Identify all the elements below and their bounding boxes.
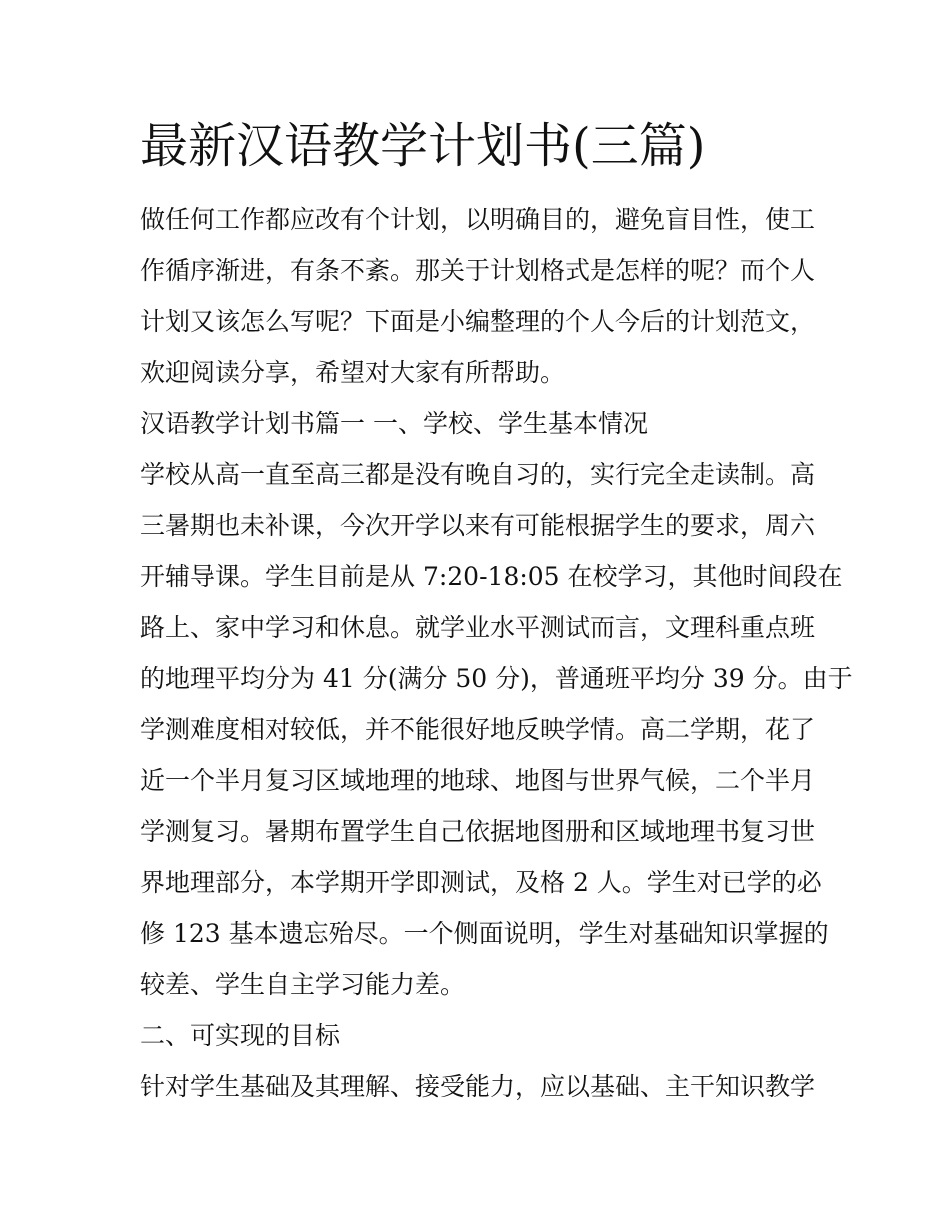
paragraph-line: 的地理平均分为 41 分(满分 50 分)，普通班平均分 39 分。由于 xyxy=(140,664,853,693)
paragraph-line: 近一个半月复习区域地理的地球、地图与世界气候，二个半月 xyxy=(140,766,816,795)
paragraph-line: 修 123 基本遗忘殆尽。一个侧面说明，学生对基础知识掌握的 xyxy=(140,919,829,948)
paragraph-line: 三暑期也未补课，今次开学以来有可能根据学生的要求，周六 xyxy=(140,511,816,540)
paragraph-line: 界地理部分，本学期开学即测试，及格 2 人。学生对已学的必 xyxy=(140,868,822,897)
paragraph-line: 开辅导课。学生目前是从 7:20-18:05 在校学习，其他时间段在 xyxy=(140,562,843,591)
page-title: 最新汉语教学计划书(三篇) xyxy=(140,118,706,174)
paragraph-line: 计划又该怎么写呢？下面是小编整理的个人今后的计划范文， xyxy=(140,307,816,336)
paragraph-line: 针对学生基础及其理解、接受能力，应以基础、主干知识教学 xyxy=(140,1072,816,1101)
paragraph-line: 欢迎阅读分享，希望对大家有所帮助。 xyxy=(140,358,566,387)
paragraph-line: 学测复习。暑期布置学生自己依据地图册和区域地理书复习世 xyxy=(140,817,816,846)
section-heading: 汉语教学计划书篇一 一、学校、学生基本情况 xyxy=(140,409,648,438)
paragraph-line: 做任何工作都应改有个计划，以明确目的，避免盲目性，使工 xyxy=(140,205,816,234)
paragraph-line: 路上、家中学习和休息。就学业水平测试而言，文理科重点班 xyxy=(140,613,816,642)
paragraph-line: 学校从高一直至高三都是没有晚自习的，实行完全走读制。高 xyxy=(140,460,816,489)
paragraph-line: 学测难度相对较低，并不能很好地反映学情。高二学期，花了 xyxy=(140,715,816,744)
paragraph-line: 作循序渐进，有条不紊。那关于计划格式是怎样的呢？而个人 xyxy=(140,256,816,285)
paragraph-line: 较差、学生自主学习能力差。 xyxy=(140,970,466,999)
section-heading: 二、可实现的目标 xyxy=(140,1021,341,1050)
